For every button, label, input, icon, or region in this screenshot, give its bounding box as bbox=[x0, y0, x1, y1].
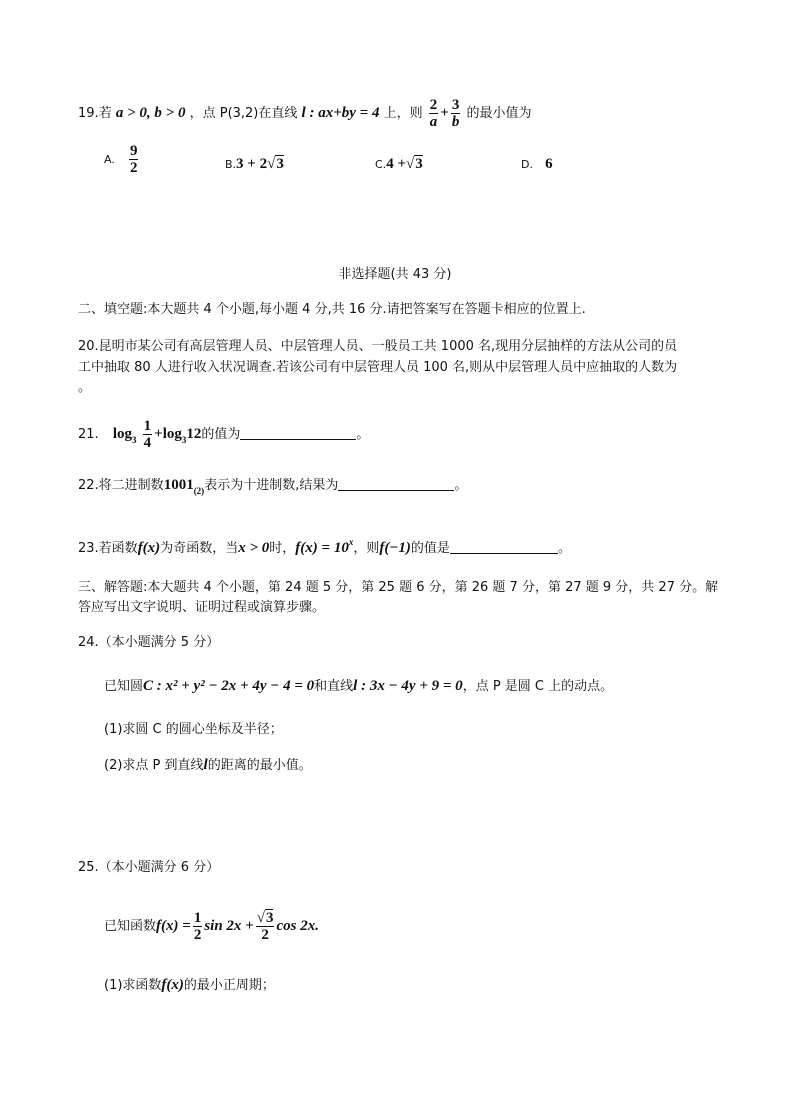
q24-part2: (2)求点 P 到直线l的距离的最小值。 bbox=[104, 757, 312, 773]
q21-answer-blank[interactable] bbox=[240, 425, 356, 440]
q23-answer-blank[interactable] bbox=[450, 539, 558, 554]
q25-fraction-half: $\frac{1}{2}$ bbox=[193, 910, 202, 943]
q22: 22.将二进制数$1001_{(2)}$表示为十进制数,结果为 。 bbox=[78, 477, 468, 496]
q19-option-b: B.3 + 2√3 bbox=[225, 156, 284, 172]
q19-stem: 19.若 a > 0, b > 0 ，点 P(3,2)在直线 l : ax+by = 4 上，则 $\frac{2}{a}$ + $\frac{3}{b}$ 的最小值为 bbox=[78, 97, 532, 130]
q19-option-c: C.4 +√3 bbox=[375, 156, 423, 172]
q19-option-a-fraction: $\frac{9}{2}$ bbox=[129, 143, 138, 176]
q21-fraction: $\frac{1}{4}$ bbox=[143, 418, 152, 451]
q19-line-equation: l : ax+by = 4 bbox=[301, 105, 380, 121]
part2-header: 二、填空题:本大题共 4 个小题,每小题 4 分,共 16 分.请把答案写在答题卡相应的位置上. bbox=[78, 302, 586, 317]
q25-header: 25.（本小题满分 6 分） bbox=[78, 860, 220, 875]
q21: 21. $\log_3$ $\frac{1}{4}$ $+\log_312$的值为 。 bbox=[78, 418, 370, 451]
section-title: 非选择题(共 43 分) bbox=[338, 267, 452, 282]
q25-part1: (1)求函数f(x)的最小正周期； bbox=[104, 977, 275, 993]
q24-stem: 已知圆C : x² + y² − 2x + 4y − 4 = 0和直线l : 3x − 4y + 9 = 0，点 P 是圆 C 上的动点。 bbox=[104, 678, 614, 694]
q19-fraction-3-over-b: $\frac{3}{b}$ bbox=[451, 97, 460, 130]
q24-header: 24.（本小题满分 5 分） bbox=[78, 635, 220, 650]
q24-circle-equation: C : x² + y² − 2x + 4y − 4 = 0 bbox=[143, 678, 315, 694]
q20-line2: 工中抽取 80 人进行收入状况调查.若该公司有中层管理人员 100 名,则从中层管理人员中应抽取的人数为 bbox=[78, 360, 678, 375]
q24-part1: (1)求圆 C 的圆心坐标及半径； bbox=[104, 722, 283, 737]
q20-line1: 20.昆明市某公司有高层管理人员、中层管理人员、一般员工共 1000 名,现用分层抽样的方法从公司的员 bbox=[78, 339, 678, 354]
q25-stem: 已知函数f(x) = $\frac{1}{2}$ sin 2x + $\frac{√3}{2}$ cos 2x. bbox=[104, 910, 319, 943]
q22-answer-blank[interactable] bbox=[338, 476, 454, 491]
q19-option-d: D. 6 bbox=[521, 156, 553, 172]
part3-header-line1: 三、解答题:本大题共 4 个小题，第 24 题 5 分，第 25 题 6 分，第 26 题 7 分，第 27 题 9 分，共 27 分。解 bbox=[78, 580, 719, 595]
q23: 23.若函数f(x)为奇函数，当x > 0时，$f(x) = 10^x$，则f(−1)的值是 。 bbox=[78, 537, 571, 556]
q19-option-a: A. $\frac{9}{2}$ bbox=[104, 143, 138, 176]
part3-header-line2: 答应写出文字说明、证明过程或演算步骤。 bbox=[78, 600, 326, 615]
q25-fraction-sqrt3-half: $\frac{√3}{2}$ bbox=[256, 910, 274, 943]
q19-fraction-2-over-a: $\frac{2}{a}$ bbox=[429, 97, 438, 130]
q20-line3: 。 bbox=[78, 380, 92, 395]
q24-line-equation: l : 3x − 4y + 9 = 0 bbox=[353, 678, 463, 694]
q19-condition: a > 0, b > 0 bbox=[115, 105, 186, 121]
